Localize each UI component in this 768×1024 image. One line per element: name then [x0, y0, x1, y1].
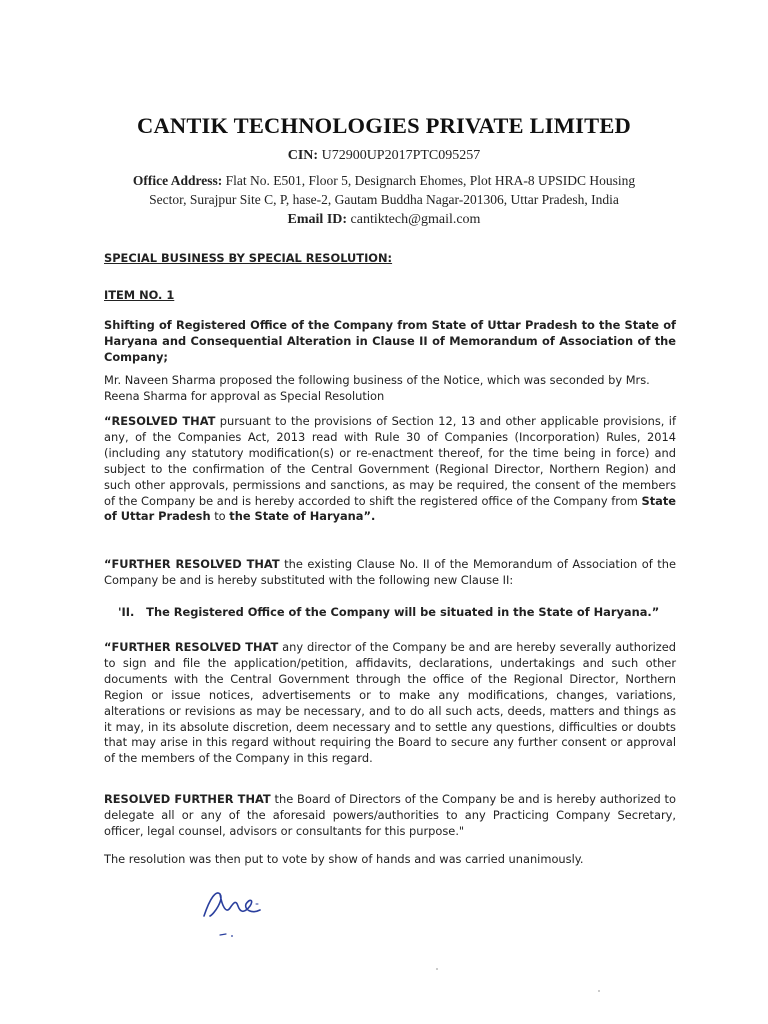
address-label: Office Address:	[132, 173, 223, 188]
address-line-1	[0, 171, 768, 190]
resolution-paragraph-3	[104, 640, 676, 767]
proposal-line-2: Reena Sharma for approval as Special Resolution	[104, 388, 385, 403]
resolution-lead: “RESOLVED THAT	[104, 414, 216, 428]
to-word: to	[210, 509, 230, 524]
company-name: CANTIK TECHNOLOGIES PRIVATE LIMITED	[137, 113, 631, 138]
email-line	[0, 212, 768, 228]
resolution-lead: RESOLVED FURTHER THAT	[104, 792, 271, 806]
scan-speck	[598, 990, 600, 992]
resolution-end: ”.	[363, 509, 376, 524]
office-address	[0, 171, 768, 209]
item-title: Shifting of Registered Office of the Company from State of Uttar Pradesh to the State of Haryana and Consequential Alteration in Clause II of Memorandum of Association of the Company;	[104, 318, 676, 364]
handwritten-signature	[196, 880, 276, 950]
cin-label: CIN:	[287, 148, 319, 163]
item-number: ITEM NO. 1	[104, 288, 175, 302]
vote-statement: The resolution was then put to vote by show of hands and was carried unanimously.	[104, 852, 584, 866]
scan-speck	[436, 968, 438, 970]
clause-ii-text: 'II. The Registered Office of the Company will be situated in the State of Haryana.”	[118, 605, 660, 619]
address-line-2: Sector, Surajpur Site C, P, hase-2, Gautam Buddha Nagar-201306, Uttar Pradesh, India	[149, 192, 619, 207]
cin-line	[0, 148, 768, 164]
resolution-text: the existing Clause No. II of the Memorandum of Association of the Company be and is hereby substituted with the following new Clause II:	[104, 557, 676, 587]
to-state: the State of Haryana	[229, 509, 364, 524]
resolution-text: any director of the Company be and are hereby severally authorized to sign and file the application/petition, affidavits, declarations, undertakings and such other documents with the Central Government through the office of the Regional Director, Northern Region or issue notices, advertisements or to make any modifications, changes, variations, alterations or revisions as may be necessary, and to do all such acts, deeds, matters and things as it may, in its absolute discretion, deem necessary and to settle any questions, difficulties or doubts that may arise in this regard without requiring the Board to secure any further consent or approval of the members of the Company in this regard.	[104, 640, 676, 766]
resolution-lead: “FURTHER RESOLVED THAT	[104, 640, 279, 654]
email-label: Email ID:	[287, 212, 348, 227]
resolution-paragraph-2	[104, 557, 676, 589]
resolution-text: pursuant to the provisions of Section 12, 13 and other applicable provisions, if any, of the Companies Act, 2013 read with Rule 30 of Companies (Incorporation) Rules, 2014 (including any statutory modification(s) or re-enactment thereof, for the time being in force) and subject to the confirmation of the Central Government (Regional Director, Northern Region) and such other approvals, permissions and sanctions, as may be required, the consent of the members of the Company be and is hereby accorded to shift the registered office of the Company from	[104, 414, 676, 508]
address-line-1-text: Flat No. E501, Floor 5, Designarch Ehomes, Plot HRA-8 UPSIDC Housing	[225, 173, 636, 188]
resolution-text: the Board of Directors of the Company be and is hereby authorized to delegate all or any of the aforesaid powers/authorities to any Practicing Company Secretary, officer, legal counsel, advisors or consultants for this purpose."	[104, 792, 676, 838]
resolution-paragraph-4	[104, 792, 676, 840]
proposal-paragraph	[104, 373, 676, 405]
resolution-paragraph-1	[104, 414, 676, 525]
cin-value: U72900UP2017PTC095257	[321, 148, 481, 163]
section-heading: SPECIAL BUSINESS BY SPECIAL RESOLUTION:	[104, 251, 393, 265]
from-state: State of Uttar Pradesh	[104, 493, 676, 524]
email-value: cantiktech@gmail.com	[350, 212, 481, 227]
resolution-lead: “FURTHER RESOLVED THAT	[104, 557, 280, 571]
proposal-line-1: Mr. Naveen Sharma proposed the following business of the Notice, which was seconded by Mrs.	[104, 373, 650, 387]
